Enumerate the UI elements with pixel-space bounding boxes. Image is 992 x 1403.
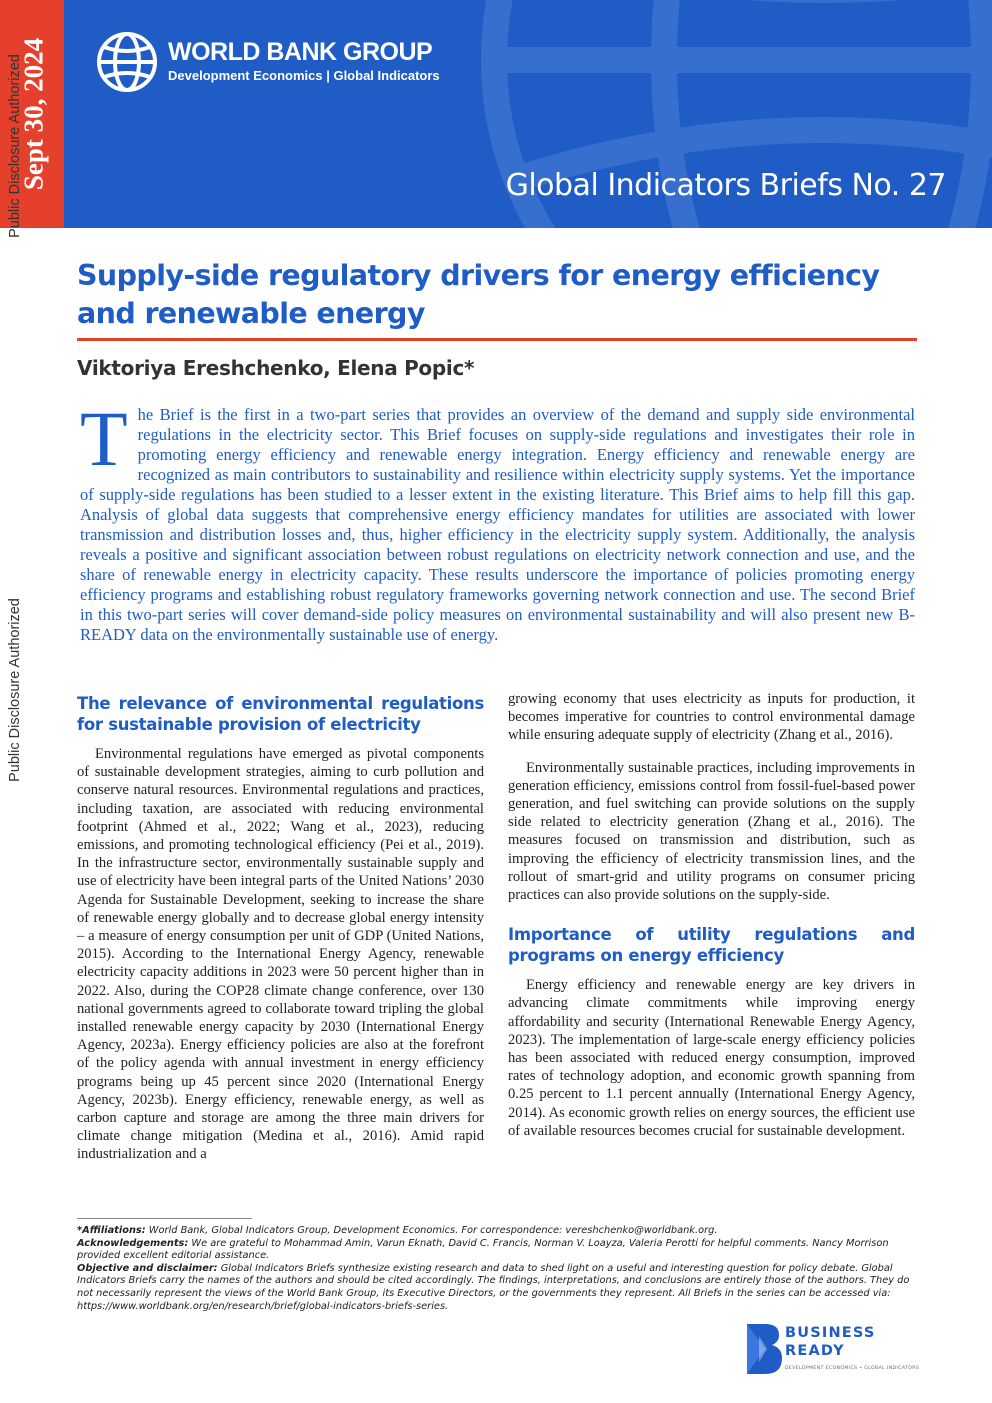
- left-column: [77, 693, 484, 1164]
- business-ready-wordmark: BUSINESS READY: [785, 1325, 876, 1359]
- series-title: Global Indicators Briefs No. 27: [505, 168, 946, 203]
- abstract-text: he Brief is the first in a two-part series that provides an overview of the demand and supply side environmental regulations in the electricity sector. This Brief focuses on supply-side regulations and investigates their role in promoting energy efficiency and renewable energy integration. Energy efficiency and renewable energy are recognized as main contributors to sustainability and resilience within electricity supply systems. Yet the importance of supply-side regulations has been studied to a lesser extent in the existing literature. This Brief aims to help fill this gap. Analysis of global data suggests that comprehensive energy efficiency mandates for utilities are associated with lower transmission and distribution losses and, thus, higher efficiency in the electricity supply system. Additionally, the analysis reveals a positive and significant association between robust regulations on electricity network connection and use, and the share of renewable energy in electricity capacity. These results underscore the importance of policies promoting energy efficiency programs and establishing robust regulatory frameworks governing network connection and use. The second Brief in this two-part series will cover demand-side policy measures on environmental sustainability and will also present new B-READY data on the environmentally sustainable use of energy.: [80, 405, 915, 644]
- abstract: [80, 395, 915, 645]
- paragraph: growing economy that uses electricity as inputs for production, it becomes imperative for countries to control environmental damage while ensuring adequate supply of electricity (Zhang et al., 2016).: [508, 691, 915, 744]
- footnotes: [77, 1225, 915, 1313]
- org-name: WORLD BANK GROUP: [168, 38, 433, 66]
- paragraph: Environmental regulations have emerged as pivotal components of sustainable development strategies, aiming to curb pollution and conserve natural resources. Environmental regulations and practices, including taxation, are associated with reducing environmental footprint (Ahmed et al., 2022; Wang et al., 2023), reducing emissions, and promoting technological efficiency (Pei et al., 2019). In the infrastructure sector, environmentally sustainable supply and use of electricity have been integral parts of the United Nations’ 2030 Agenda for Sustainable Development, seeking to increase the share of renewable energy globally and to decrease global energy intensity – a measure of energy consumption per unit of GDP (United Nations, 2015). According to the International Energy Agency, renewable electricity capacity additions in 2023 were 50 percent higher than in 2022. Also, during the COP28 climate change conference, over 130 national governments agreed to collaborate toward tripling the global installed renewable energy capacity by 2030 (International Energy Agency, 2023a). Energy efficiency policies are also at the forefront of the policy agenda with annual investment in energy efficiency programs being up 45 percent since 2020 (International Energy Agency, 2023b). Energy efficiency, renewable energy, as well as carbon capture and storage are among the three main drivers for climate change mitigation (Medina et al., 2016). Amid rapid industrialization and a: [77, 746, 484, 1163]
- title-line-2: and renewable energy: [77, 297, 425, 330]
- title-line-1: Supply-side regulatory drivers for energy efficiency: [77, 259, 880, 292]
- disclosure-label-top: Public Disclosure Authorized: [7, 54, 23, 238]
- right-column: [508, 690, 915, 1140]
- title-divider: [77, 338, 917, 341]
- abstract-drop-cap: T: [80, 395, 128, 482]
- paragraph: Environmentally sustainable practices, including improvements in generation efficiency, emissions control from fossil-fuel-based power generation, and fuel switching can provide solutions on the supply side related to electricity generation (Zhang et al., 2016). The measures focused on transmission and distribution, such as improving the efficiency of electricity transmission lines, and the rollout of smart-grid and utility programs on consumer pricing practices can also provide solutions on the supply-side.: [508, 759, 915, 904]
- footnote-affiliations: *Affiliations: World Bank, Global Indicators Group, Development Economics. For correspondence: vereshchenko@worldbank.org.: [77, 1225, 718, 1236]
- section-heading-relevance: The relevance of environmental regulations for sustainable provision of electricity: [77, 694, 484, 734]
- authors: Viktoriya Ereshchenko, Elena Popic*: [77, 356, 475, 380]
- footnote-acknowledgements: Acknowledgements: We are grateful to Mohammad Amin, Varun Eknath, David C. Francis, Norman V. Loayza, Valeria Perotti for helpful comments. Nancy Morrison provided excellent editorial assistance.: [77, 1237, 889, 1262]
- section-heading-utility: Importance of utility regulations and programs on energy efficiency: [508, 925, 915, 966]
- page-title: [77, 257, 917, 333]
- org-subtitle: Development Economics | Global Indicators: [168, 68, 440, 83]
- paragraph: Energy efficiency and renewable energy are key drivers in advancing climate commitments while improving energy affordability and security (International Renewable Energy Agency, 2023). The implementation of large-scale energy efficiency policies has been associated with reduced energy consumption, improved rates of technology adoption, and economic growth spanning from 0.25 percent to 1.1 percent annually (International Energy Agency, 2014). As economic growth relies on energy sources, the efficient use of available resources becomes crucial for sustainable development.: [508, 977, 915, 1139]
- publication-date: Sept 30, 2024: [18, 37, 49, 191]
- footnote-divider: [77, 1218, 252, 1219]
- footnote-disclaimer: Objective and disclaimer: Global Indicators Briefs synthesize existing research and data to shed light on a useful and interesting question for policy debate. Global Indicators Briefs carry the names of the authors and should be cited accordingly. The findings, interpretations, and conclusions are entirely those of the authors. They do not necessarily represent the views of the World Bank Group, its Executive Directors, or the governments they represent. All Briefs in the series can be accessed via: https://www.worldbank.org/en/research/brief/global-indicators-briefs-series.: [77, 1262, 910, 1312]
- world-bank-globe-icon: [95, 30, 159, 94]
- disclosure-label-side: Public Disclosure Authorized: [7, 598, 23, 782]
- business-ready-subtitle: DEVELOPMENT ECONOMICS • GLOBAL INDICATORS: [785, 1366, 920, 1371]
